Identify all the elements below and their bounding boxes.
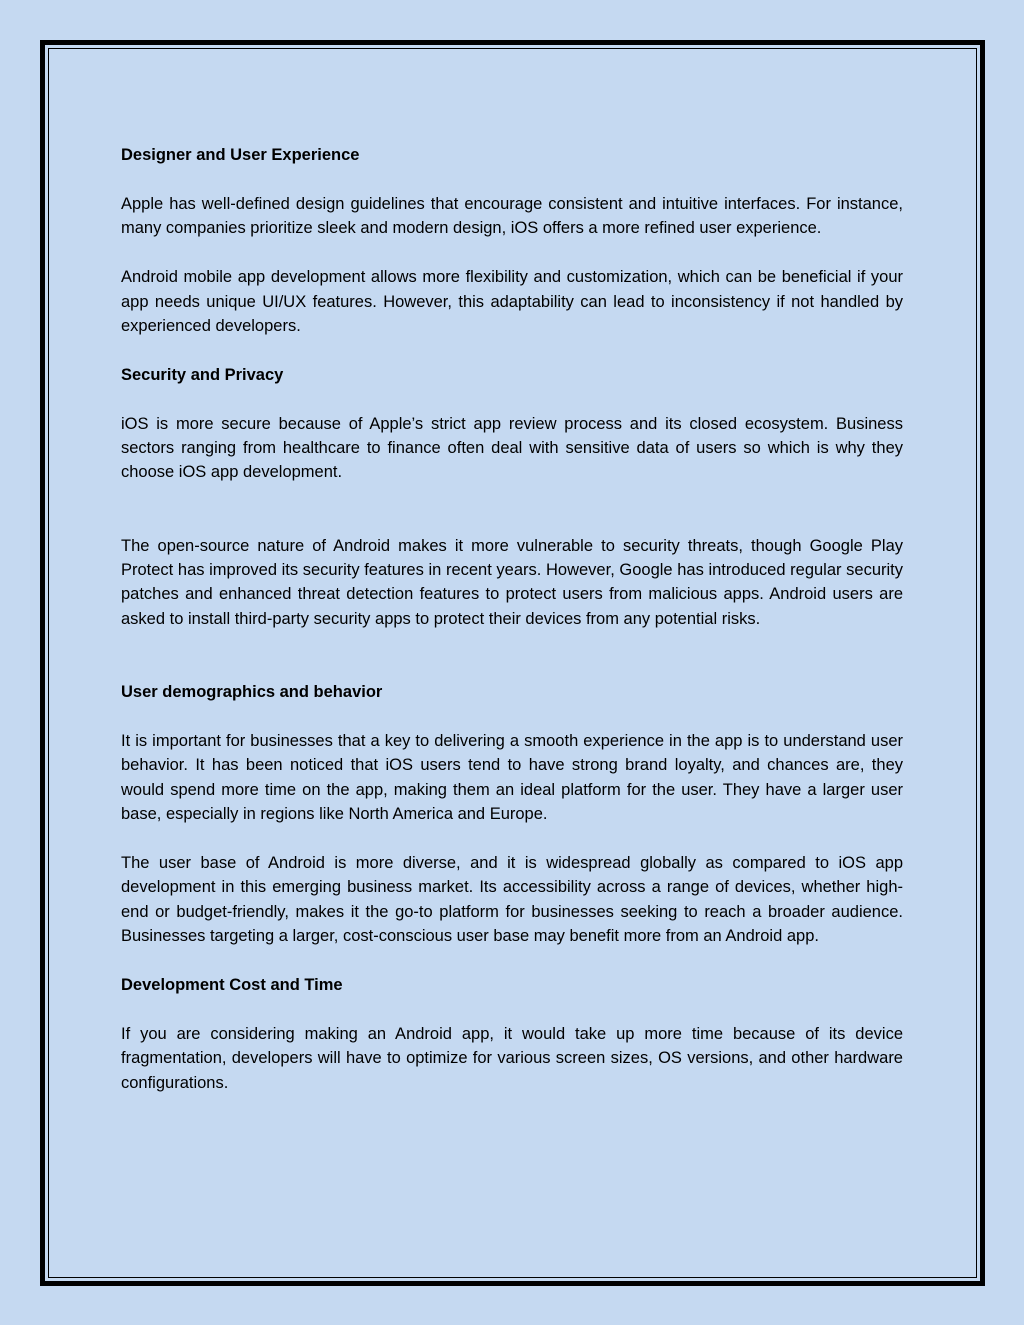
paragraph-demographics-ios: It is important for businesses that a key to delivering a smooth experience in the app is to understand user behavior. It has been noticed that iOS users tend to have strong brand loyalty, and chances are, they would spend more time on the app, making them an ideal platform for the user. They have a larger user base, especially in regions like North America and Europe. bbox=[121, 731, 903, 824]
section-heading-cost: Development Cost and Time bbox=[121, 975, 343, 994]
paragraph-design-android: Android mobile app development allows more flexibility and customization, which can be beneficial if your app needs unique UI/UX features. However, this adaptability can lead to inconsistency if not handled by experienced developers. bbox=[121, 268, 903, 335]
section-heading-design: Designer and User Experience bbox=[121, 146, 360, 164]
paragraph-cost-android: If you are considering making an Android app, it would take up more time because of its device fragmentation, developers will have to optimize for various screen sizes, OS versions, and other hardware configurations. bbox=[121, 1024, 903, 1092]
paragraph-security-android: The open-source nature of Android makes it more vulnerable to security threats, though Google Play Protect has improved its security features in recent years. However, Google has introduced regular security patches and enhanced threat detection features to protect users from malicious apps. Android users are asked to install third-party security apps to protect their devices from any potential risks. bbox=[121, 536, 903, 628]
section-heading-security: Security and Privacy bbox=[121, 365, 284, 384]
paragraph-demographics-android: The user base of Android is more diverse, and it is widespread globally as compared to iOS app development in this emerging business market. Its accessibility across a range of devices, whether high-end or budget-friendly, makes it the go-to platform for businesses seeking to reach a broader audience. Businesses targeting a larger, cost-conscious user base may benefit more from an Android app. bbox=[121, 853, 903, 946]
paragraph-security-ios: iOS is more secure because of Apple’s strict app review process and its closed ecosystem. Business sectors ranging from healthcare to finance often deal with sensitive data of users so which is why they choose iOS app development. bbox=[121, 414, 903, 482]
section-heading-demographics: User demographics and behavior bbox=[121, 683, 383, 702]
document-body bbox=[121, 143, 903, 1095]
paragraph-design-ios: Apple has well-defined design guidelines that encourage consistent and intuitive interfaces. For instance, many companies prioritize sleek and modern design, iOS offers a more refined user experience. bbox=[121, 194, 903, 238]
